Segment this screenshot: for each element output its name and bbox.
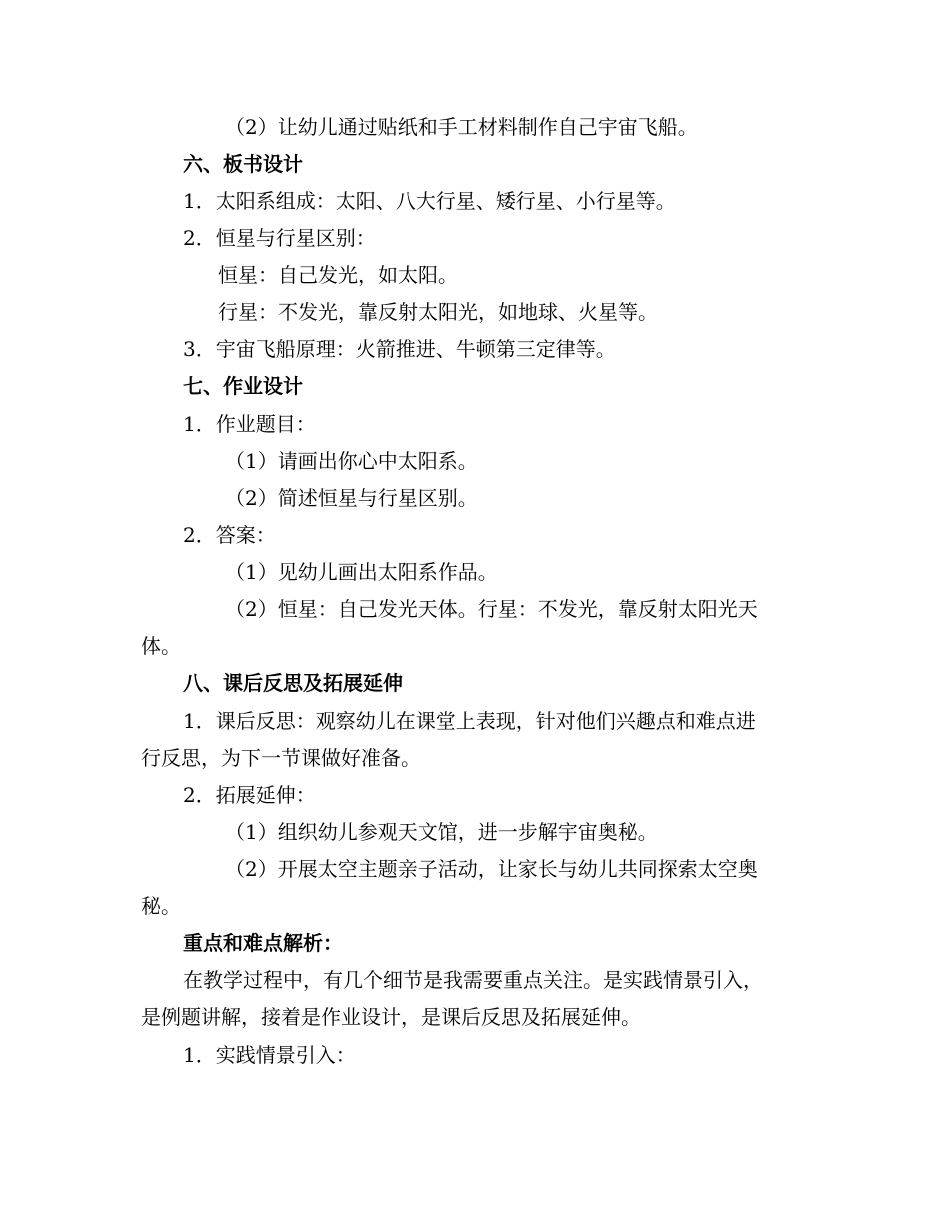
section-heading: 八、课后反思及拓展延伸 xyxy=(183,671,403,695)
list-item: 1．作业题目： xyxy=(183,412,316,436)
paragraph-line: 恒星：自己发光，如太阳。 xyxy=(218,263,458,287)
sub-list-item: （2）恒星：自己发光天体。行星：不发光，靠反射太阳光天 xyxy=(225,597,758,621)
list-item: 1．太阳系组成：太阳、八大行星、矮行星、小行星等。 xyxy=(183,189,676,213)
paragraph-line: （2）让幼儿通过贴纸和手工材料制作自己宇宙飞船。 xyxy=(225,115,698,139)
paragraph-line: 在教学过程中，有几个细节是我需要重点关注。是实践情景引入， xyxy=(183,968,763,992)
sub-list-item: （2）开展太空主题亲子活动，让家长与幼儿共同探索太空奥 xyxy=(225,857,758,881)
list-item: 2．答案： xyxy=(183,523,276,547)
list-item: 1．课后反思：观察幼儿在课堂上表现，针对他们兴趣点和难点进 xyxy=(183,709,756,733)
list-item: 2．恒星与行星区别： xyxy=(183,226,376,250)
section-heading: 重点和难点解析： xyxy=(183,931,343,955)
sub-list-item: （1）请画出你心中太阳系。 xyxy=(225,449,478,473)
sub-list-item: （1）组织幼儿参观天文馆，进一步解宇宙奥秘。 xyxy=(225,820,658,844)
paragraph-line: 秘。 xyxy=(141,894,181,918)
sub-list-item: （1）见幼儿画出太阳系作品。 xyxy=(225,560,498,584)
section-heading: 六、板书设计 xyxy=(183,152,303,176)
paragraph-line: 行星：不发光，靠反射太阳光，如地球、火星等。 xyxy=(218,300,658,324)
list-item: 3．宇宙飞船原理：火箭推进、牛顿第三定律等。 xyxy=(183,337,616,361)
list-item: 2．拓展延伸： xyxy=(183,783,316,807)
section-heading: 七、作业设计 xyxy=(183,374,303,398)
sub-list-item: （2）简述恒星与行星区别。 xyxy=(225,486,478,510)
paragraph-line: 行反思，为下一节课做好准备。 xyxy=(141,746,421,770)
paragraph-line: 是例题讲解，接着是作业设计，是课后反思及拓展延伸。 xyxy=(141,1005,641,1029)
list-item: 1．实践情景引入： xyxy=(183,1043,356,1067)
paragraph-line: 体。 xyxy=(141,634,181,658)
